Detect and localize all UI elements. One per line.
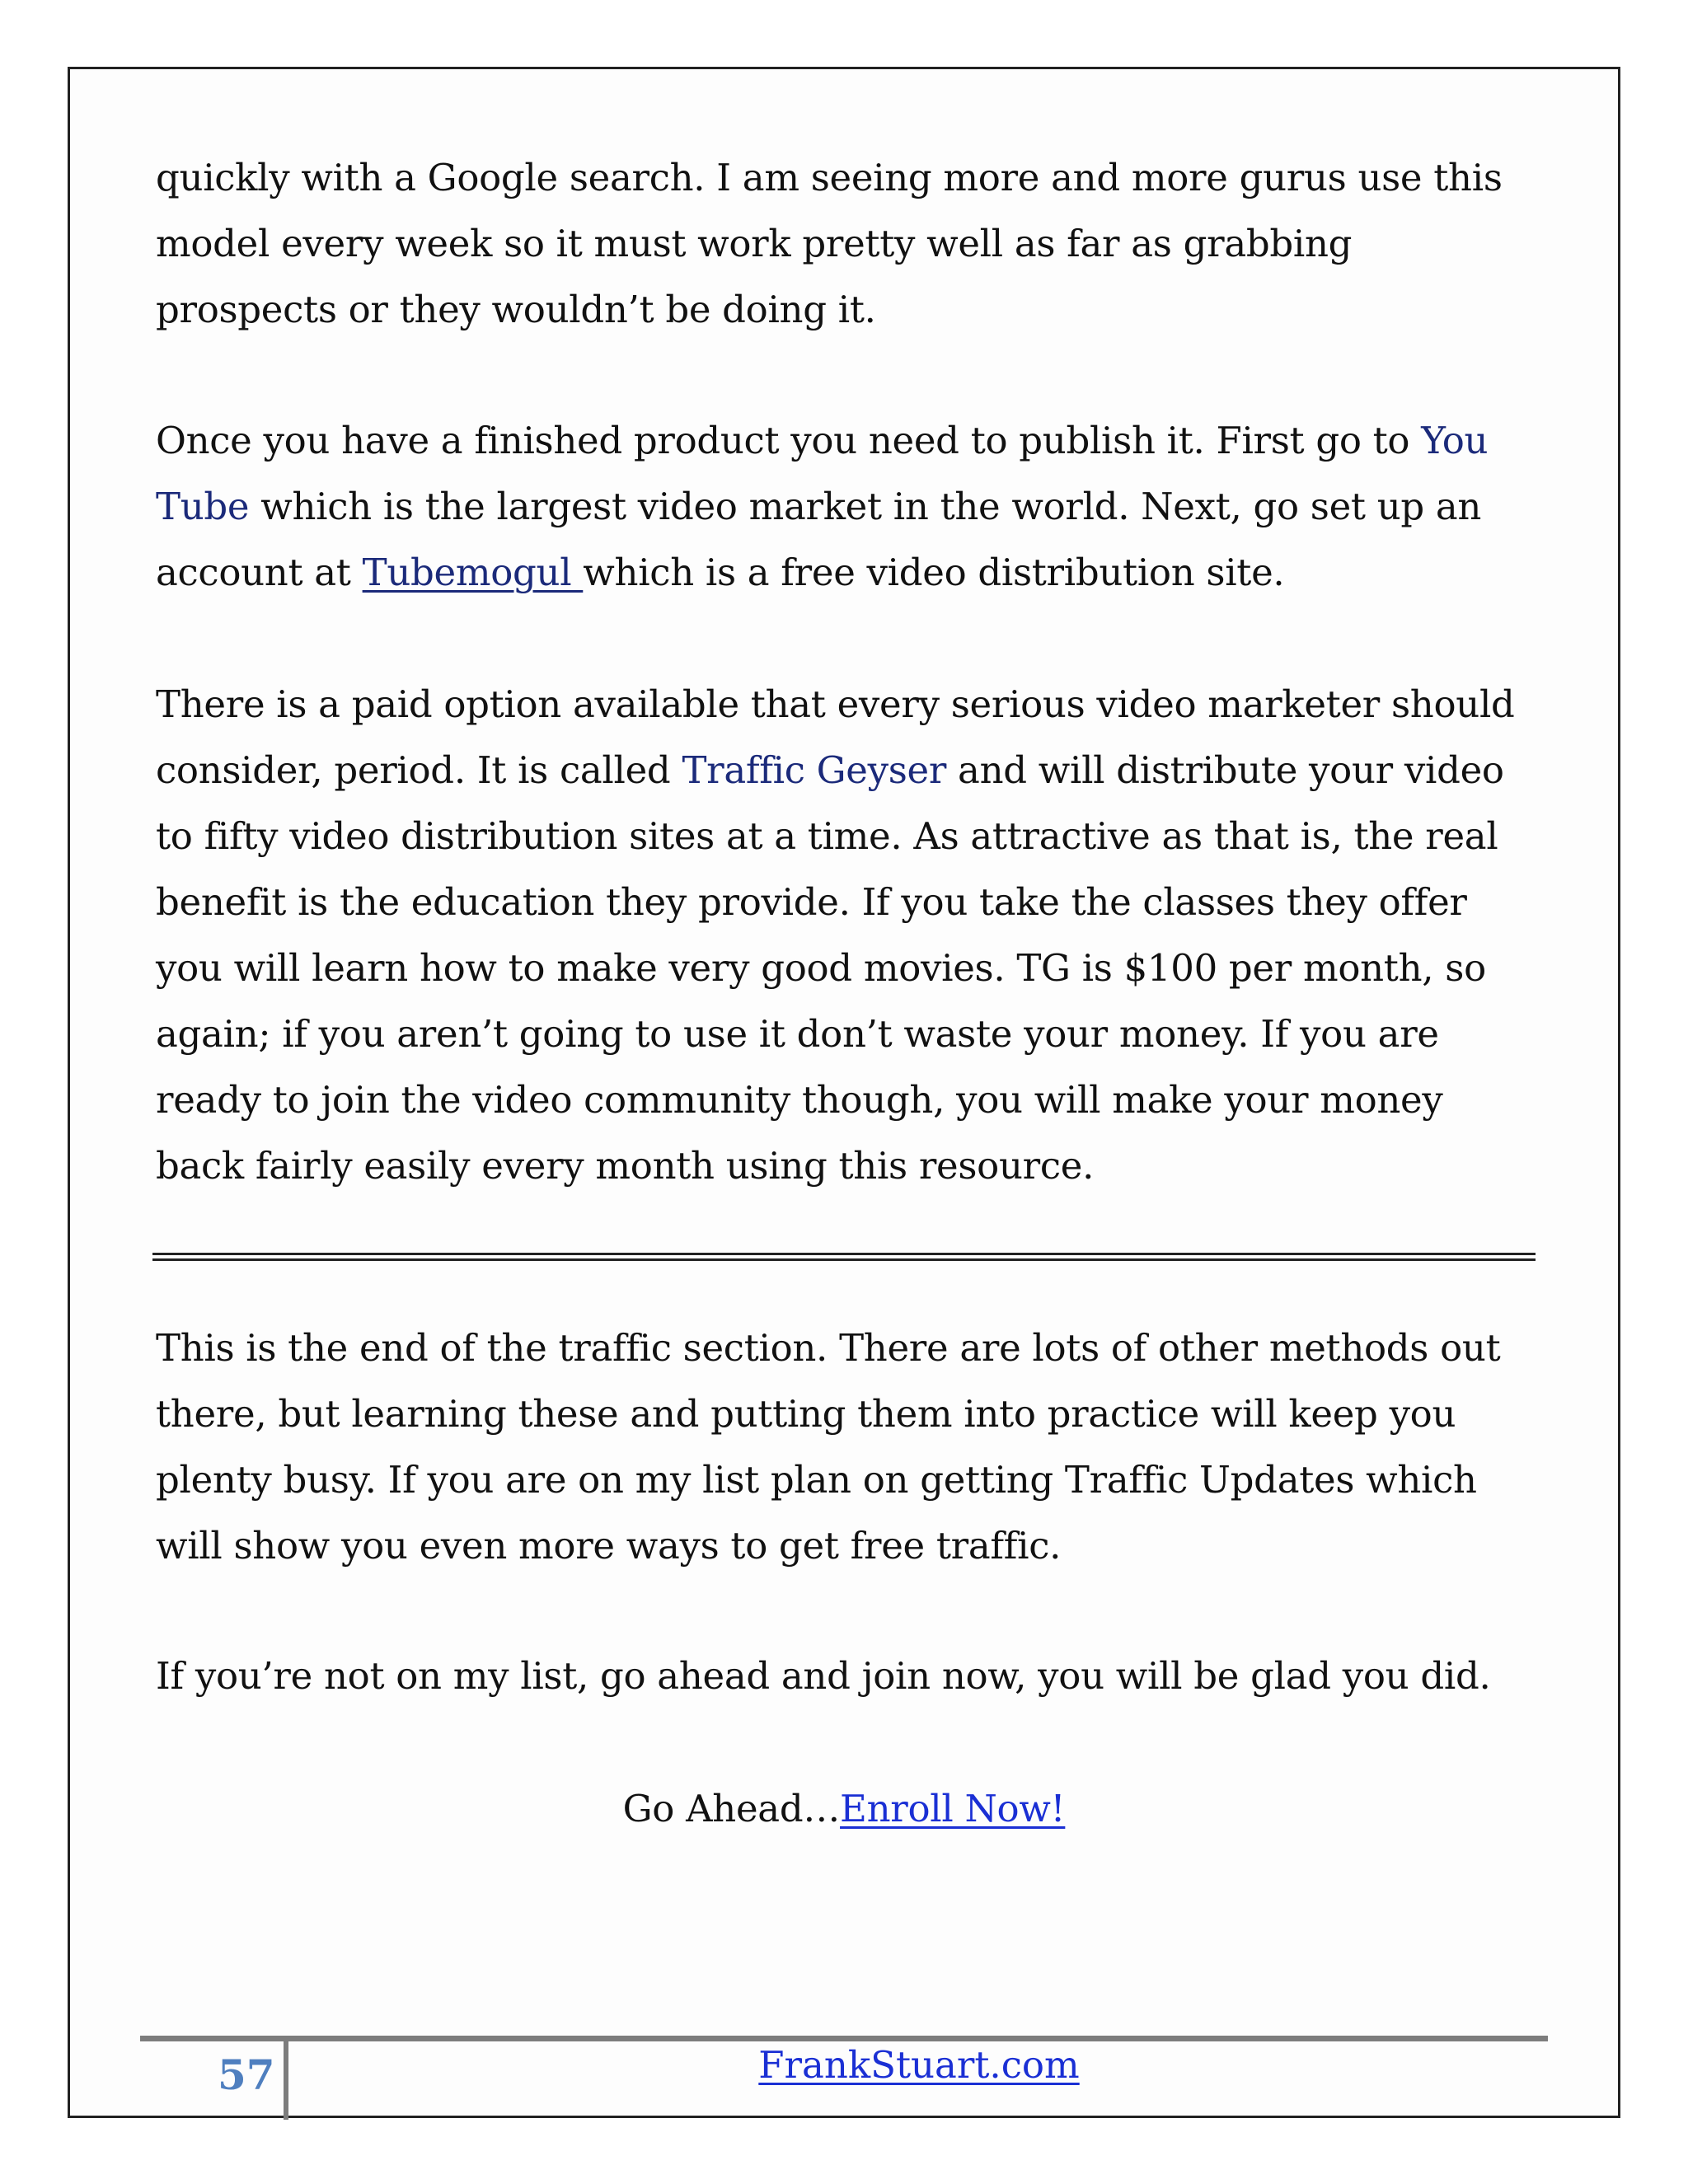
section-divider-line-1 — [152, 1253, 1536, 1255]
paragraph-publish-text-2: which is the largest video market in the world. Next, go set up an account at — [156, 485, 1482, 594]
paragraph-publish-text-1: Once you have a finished product you need to publish it. First go to — [156, 419, 1422, 462]
paragraph-publish — [156, 408, 1540, 606]
paragraph-traffic-geyser-text-2: and will distribute your video to fifty video distribution sites at a time. As attractive as that is, the real benefit is the education they provide. If you take the classes they offer you will learn how to make very good movies. TG is $100 per month, so again; if you aren’t going to use it don’t waste your money. If you are ready to join the video community though, you will make your money back fairly easily every month using this resource. — [156, 748, 1504, 1188]
enroll-call-to-action — [0, 1776, 1688, 1842]
youtube-link[interactable]: You Tube — [156, 419, 1489, 528]
footer-site-link[interactable]: FrankStuart.com — [758, 2043, 1080, 2087]
paragraph-google-search: quickly with a Google search. I am seeing more and more gurus use this model every week so it must work pretty well as far as grabbing prospects or they wouldn’t be doing it. — [156, 156, 1503, 331]
enroll-now-link[interactable]: Enroll Now! — [840, 1787, 1066, 1830]
paragraph-publish-text-3: which is a free video distribution site. — [583, 551, 1285, 594]
page-number: 57 — [218, 2050, 275, 2099]
section-divider-line-2 — [152, 1258, 1536, 1261]
paragraph-join-list: If you’re not on my list, go ahead and join now, you will be glad you did. — [156, 1654, 1491, 1698]
paragraph-traffic-geyser-text-1: There is a paid option available that every serious video marketer should consider, period. It is called — [156, 682, 1515, 792]
paragraph-traffic-geyser — [156, 672, 1540, 1199]
enroll-prefix: Go Ahead… — [622, 1787, 841, 1830]
tubemogul-link[interactable]: Tubemogul — [362, 551, 584, 594]
paragraph-end-of-section: This is the end of the traffic section. There are lots of other methods out there, but learning these and putting them into practice will keep you plenty busy. If you are on my list plan on getting Traffic Updates which will show you even more ways to get free traffic. — [156, 1326, 1501, 1568]
traffic-geyser-link[interactable]: Traffic Geyser — [682, 748, 947, 792]
